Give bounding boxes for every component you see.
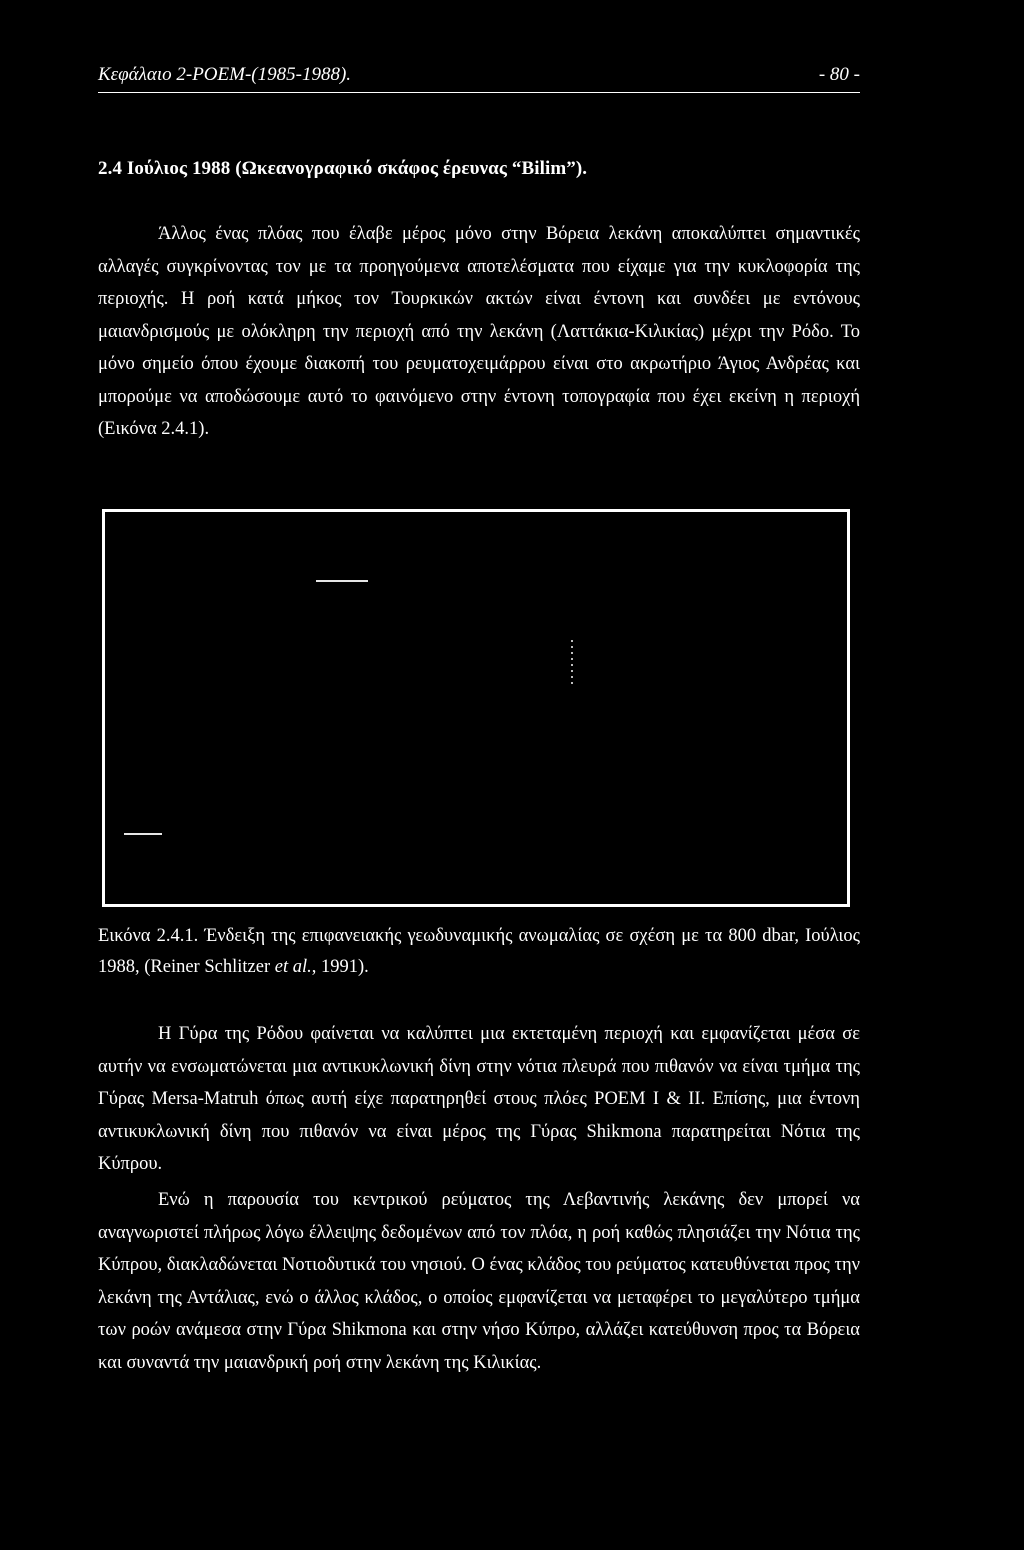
caption-etal: et al. [274,957,312,977]
caption-reference: Εικόνα 2.4.1. [98,926,199,946]
paragraph-intro: Άλλος ένας πλόας που έλαβε μέρος μόνο στην Βόρεια λεκάνη αποκαλύπτει σημαντικές αλλαγές συγκρίνοντας τον με τα προηγούμενα αποτελέσματα που είχαμε για την κυκλοφορία της περιοχής. Η ροή κατά μήκος τον Τουρκικών ακτών είναι έντονη και συνδέει με εντόνους μαιανδρισμούς με ολόκληρη την περιοχή από την λεκάνη (Λαττάκια-Κιλικίας) μέχρι την Ρόδο. Το μόνο σημείο όπου έχουμε διακοπή του ρευματοχειμάρρου είναι στο ακρωτήριο Άγιος Ανδρέας και μπορούμε να αποδώσουμε αυτό το φαινόμενο στην έντονη τοπογραφία που έχει εκείνη η περιοχή (Εικόνα 2.4.1). [98,224,860,439]
caption-text: Ένδειξη της επιφανειακής γεωδυναμικής ανωμαλίας σε σχέση με τα 800 dbar, Ιούλιος 1988, (Reiner Schlitzer [98,926,860,977]
paragraph-rhodes-gyre: Η Γύρα της Ρόδου φαίνεται να καλύπτει μια εκτεταμένη περιοχή και εμφανίζεται μέσα σε αυτήν να ενσωματώνεται μια αντικυκλωνική δίνη στην νότια πλευρά που πιθανόν να είναι τμήμα της Γύρας Mersa-Matruh όπως αυτή είχε παρατηρηθεί στους πλόες POEM I & II. Επίσης, μια έντονη αντικυκλωνική δίνη που πιθανόν να είναι μέρος της Γύρας Shikmona παρατηρείται Νότια της Κύπρου. [98,1024,860,1174]
paragraph-central-current: Ενώ η παρουσία του κεντρικού ρεύματος της Λεβαντινής λεκάνης δεν μπορεί να αναγνωριστεί πλήρως λόγω έλλειψης δεδομένων από τον πλόα, η ροή καθώς πλησιάζει την Νότια της Κύπρου, διακλαδώνεται Νοτιοδυτικά του νησιού. Ο ένας κλάδος του ρεύματος κατευθύνεται προς την λεκάνη της Αντάλιας, ενώ ο άλλος κλάδος, ο οποίος εμφανίζεται να μεταφέρει το μεγαλύτερο τμήμα των ροών ανάμεσα στην Γύρα Shikmona και στην νήσο Κύπρο, αλλάζει κατεύθυνση προς τα Βόρεια και συναντά την μαιανδρική ροή στην λεκάνη της Κιλικίας. [98,1190,860,1373]
chapter-title: Κεφάλαιο 2-POEM-(1985-1988). [98,64,352,85]
page-number: - 80 - [818,64,860,85]
figure-2-4-1 [102,509,850,907]
figure-mark-line [316,580,368,582]
caption-year: , 1991). [311,957,369,977]
figure-mark-line [124,833,162,835]
figure-caption [98,921,860,983]
figure-mark-dots [571,640,573,684]
page-header [98,58,860,93]
section-heading: 2.4 Ιούλιος 1988 (Ωκεανογραφικό σκάφος έρευνας “Bilim”). [98,158,588,179]
